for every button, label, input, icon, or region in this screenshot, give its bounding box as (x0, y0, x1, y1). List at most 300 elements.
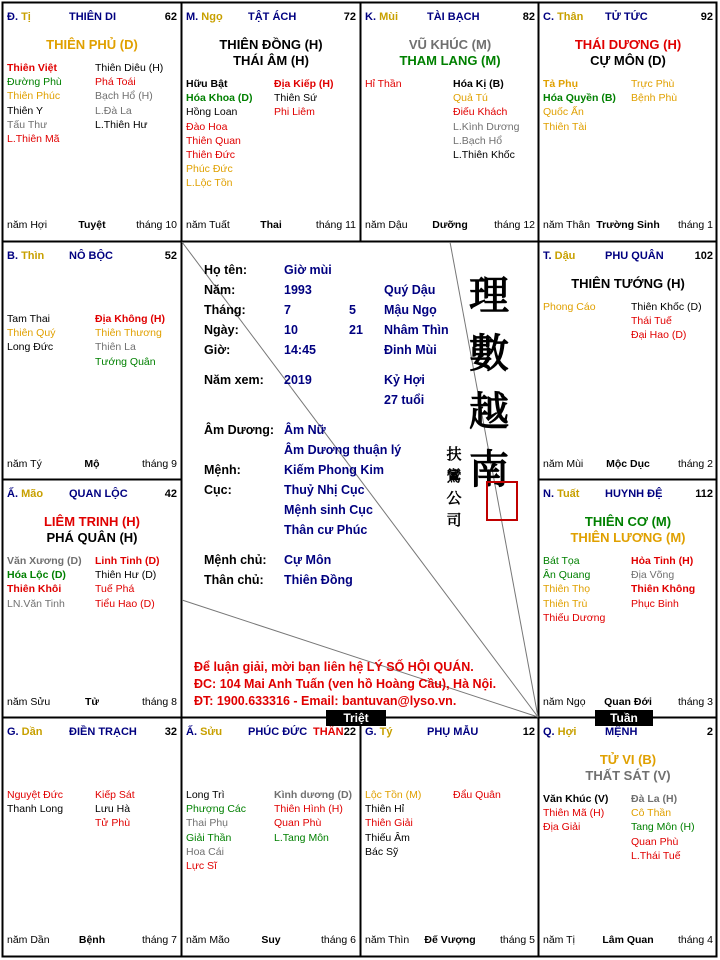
than-chu-label: Thân chủ: (204, 573, 264, 587)
seal-char: 數 (469, 330, 509, 377)
minor-star: Văn Khúc (V) (543, 793, 609, 805)
truong-sinh-stage: Mộc Dục (606, 458, 650, 470)
minor-star: Kình dương (D) (274, 789, 353, 801)
palace-can-chi (7, 726, 42, 738)
main-star: THẤT SÁT (V) (585, 768, 671, 783)
palace-thin (3, 242, 181, 480)
palace-year: năm Dần (7, 934, 50, 946)
stars-left (365, 788, 421, 859)
truong-sinh-stage: Lâm Quan (602, 934, 654, 946)
minor-star: Thiên Thương (95, 327, 162, 340)
palace-chi: Thân (557, 11, 584, 23)
minor-star: Thiên Tài (543, 120, 587, 133)
minor-star: Đường Phù (7, 76, 62, 89)
palace-year: năm Hợi (7, 219, 48, 231)
seal-calligraphy (464, 267, 514, 499)
palace-year: năm Dậu (365, 219, 408, 231)
stars-right (631, 300, 702, 343)
than-cu: Thân cư Phúc (284, 523, 368, 537)
palace-header (365, 11, 535, 27)
minor-star: Nguyệt Đức (7, 789, 64, 801)
minor-star: Long Đức (7, 341, 54, 354)
minor-star: Địa Giải (543, 821, 581, 834)
stars-left (186, 77, 253, 191)
nam-can-chi: Quý Dậu (384, 283, 436, 297)
palace-year: năm Tuất (186, 219, 230, 231)
stars-right (95, 312, 165, 369)
minor-star: Hồng Loan (186, 106, 238, 119)
minor-star: Thiếu Âm (365, 831, 410, 844)
minor-star: Thiên Đức (186, 149, 236, 162)
minor-star: Văn Xương (D) (7, 555, 82, 567)
palace-age: 72 (343, 11, 356, 23)
palace-month: tháng 12 (494, 219, 535, 231)
palace-footer (543, 219, 713, 233)
palace-chi: Tị (21, 11, 31, 23)
seal-char: 越 (469, 388, 509, 435)
minor-star: Hóa Quyền (B) (543, 92, 616, 105)
palace-can-chi (186, 726, 222, 738)
seal-small-char: 司 (446, 511, 462, 529)
minor-star: Phá Toái (95, 76, 136, 89)
minor-star: L.Tang Môn (274, 831, 329, 844)
minor-star: Kiếp Sát (95, 789, 135, 801)
palace-can-chi (7, 11, 31, 23)
palace-name: THIÊN DI (69, 11, 117, 23)
minor-star: L.Thái Tuế (631, 849, 681, 862)
palace-month: tháng 11 (315, 219, 356, 231)
seal-small-char: 扶 (446, 445, 462, 463)
minor-star: Thiên Y (7, 104, 43, 117)
stars-right (274, 788, 352, 845)
minor-star: Hoa Cái (186, 845, 224, 858)
palace-can-chi (543, 250, 575, 262)
seal-small-char: 公 (446, 489, 462, 507)
palace-can: C. (543, 11, 558, 23)
minor-star: Hỉ Thần (365, 78, 402, 90)
ngay-value: 10 (284, 323, 298, 337)
palace-month: tháng 2 (677, 458, 713, 470)
main-stars (539, 752, 717, 784)
palace-name: PHÚC ĐỨC (248, 726, 308, 738)
ngay-can-chi: Nhâm Thìn (384, 323, 449, 337)
minor-star: Bệnh Phù (631, 92, 678, 105)
stars-right (631, 792, 695, 863)
main-stars (539, 37, 717, 69)
main-star: VŨ KHÚC (M) (408, 37, 492, 52)
minor-star: Thiên Quan (186, 134, 241, 147)
minor-star: Hữu Bật (186, 78, 228, 90)
nam-xem-value: 2019 (284, 373, 312, 387)
palace-year: năm Mùi (543, 458, 584, 470)
minor-star: L.Thiên Mã (7, 133, 60, 146)
thang-label: Tháng: (204, 303, 246, 317)
am-duong-label: Âm Dương: (204, 423, 275, 437)
palace-month: tháng 3 (677, 696, 713, 708)
minor-star: Bác Sỹ (365, 845, 399, 858)
minor-star: Hóa Lộc (D) (7, 569, 66, 582)
minor-star: L.Lộc Tồn (186, 177, 233, 190)
minor-star: Tướng Quân (95, 355, 156, 368)
menh-sinh-cuc: Mệnh sinh Cục (284, 503, 373, 517)
palace-month: tháng 4 (677, 934, 713, 946)
palace-header (7, 726, 177, 742)
stars-left (543, 77, 616, 134)
truong-sinh-stage: Bệnh (78, 934, 106, 946)
palace-age: 82 (522, 11, 535, 23)
stars-right (453, 77, 519, 162)
cuc-label: Cục: (204, 483, 232, 497)
minor-star: L.Bạch Hổ (453, 134, 503, 147)
stars-right (631, 77, 677, 105)
triet-marker: Triệt (326, 710, 386, 726)
minor-star: L.Đà La (95, 104, 132, 117)
minor-star: Thiên Thọ (543, 583, 591, 596)
palace-year: năm Thân (543, 219, 591, 231)
stars-right (95, 61, 163, 132)
palace-footer (543, 696, 713, 710)
palace-can: Q. (543, 726, 558, 738)
minor-star: Giải Thần (186, 831, 232, 844)
palace-name: HUYNH ĐỆ (605, 488, 663, 500)
palace-year: năm Sửu (7, 696, 51, 708)
palace-month: tháng 5 (499, 934, 535, 946)
main-star: THIÊN PHỦ (D) (46, 37, 138, 52)
palace-age: 112 (695, 488, 713, 500)
main-stars (361, 37, 539, 69)
minor-star: Thiên Hình (H) (274, 803, 343, 816)
palace-year: năm Tị (543, 934, 575, 946)
palace-age: 2 (706, 726, 713, 738)
palace-can-chi (365, 11, 398, 23)
minor-star: Đào Hoa (186, 120, 228, 133)
palace-chi: Ngọ (201, 11, 223, 23)
palace-chi: Tý (379, 726, 393, 738)
contact-info-line: Để luận giải, mời bạn liên hệ LÝ SỐ HỘI QUÁN. (194, 660, 474, 674)
palace-header (543, 11, 713, 27)
nam-xem-label: Năm xem: (204, 373, 264, 387)
than-marker: THÂN (313, 726, 344, 738)
palace-chi: Hợi (557, 726, 577, 738)
palace-can-chi (543, 11, 583, 23)
minor-star: Ân Quang (543, 569, 591, 582)
palace-chi: Thìn (21, 250, 45, 262)
palace-month: tháng 7 (141, 934, 177, 946)
truong-sinh-stage: Suy (261, 934, 281, 946)
gio-label: Giờ: (204, 343, 231, 357)
menh-chu-label: Mệnh chủ: (204, 553, 267, 567)
palace-footer (365, 934, 535, 948)
main-stars (182, 37, 360, 69)
minor-star: Phục Binh (631, 597, 679, 610)
palace-header (186, 11, 356, 27)
palace-chi: Mão (21, 488, 44, 500)
palace-can: Ấ. (186, 726, 201, 738)
stars-right (95, 788, 135, 831)
palace-mao (3, 480, 181, 718)
minor-star: Tam Thai (7, 313, 50, 325)
minor-star: Tang Môn (H) (631, 821, 695, 834)
palace-age: 102 (694, 250, 713, 262)
minor-star: Thiên Giải (365, 817, 413, 830)
minor-star: Phong Cáo (543, 301, 596, 313)
minor-star: Quan Phù (631, 835, 679, 848)
minor-star: Cô Thần (631, 807, 672, 820)
truong-sinh-stage: Tử (84, 696, 100, 708)
stars-left (543, 554, 605, 625)
nam-xem-can-chi: Kỷ Hợi (384, 373, 425, 387)
palace-can: M. (186, 11, 202, 23)
minor-star: Phúc Đức (186, 163, 233, 176)
palace-can-chi (543, 488, 579, 500)
minor-star: Hóa Kị (B) (453, 78, 504, 90)
main-star: THIÊN TƯỚNG (H) (571, 276, 685, 291)
minor-star: LN.Văn Tinh (7, 597, 65, 610)
minor-star: Thiên Phúc (7, 90, 61, 103)
palace-year: năm Ngọ (543, 696, 586, 708)
truong-sinh-stage: Thai (260, 219, 282, 231)
stars-right (631, 554, 695, 611)
palace-age: 42 (164, 488, 177, 500)
main-star: LIÊM TRINH (H) (43, 514, 141, 529)
menh-value: Kiếm Phong Kim (284, 463, 385, 477)
minor-star: L.Thiên Khốc (453, 149, 515, 162)
palace-footer (543, 458, 713, 472)
minor-star: Long Trì (186, 789, 225, 801)
seal-char: 南 (469, 446, 509, 493)
truong-sinh-stage: Đế Vượng (424, 934, 476, 946)
minor-star: Lộc Tồn (M) (365, 789, 422, 801)
stars-left (543, 792, 608, 835)
palace-tuat (539, 480, 717, 718)
seal-small-char: 鸞 (446, 467, 462, 485)
minor-star: Địa Không (H) (95, 313, 165, 325)
minor-star: Thiên Khốc (D) (631, 301, 702, 313)
main-star: CỰ MÔN (D) (590, 53, 666, 68)
minor-star: Hóa Khoa (D) (186, 92, 253, 105)
minor-star: Phi Liêm (274, 106, 315, 119)
minor-star: Đẩu Quân (453, 789, 501, 801)
stars-left (7, 788, 63, 816)
palace-mui (361, 3, 539, 241)
minor-star: L.Thiên Hư (95, 118, 148, 131)
palace-than (539, 3, 717, 241)
palace-can-chi (186, 11, 223, 23)
ho-ten-label: Họ tên: (204, 263, 248, 277)
palace-name: PHỤ MẪU (427, 726, 479, 738)
palace-footer (7, 934, 177, 948)
thang-am: 5 (349, 303, 356, 317)
palace-year: năm Thìn (365, 934, 410, 946)
minor-star: Đại Hao (D) (631, 329, 687, 342)
palace-header (543, 488, 713, 504)
am-duong-value: Âm Nữ (284, 423, 326, 437)
palace-can: Ấ. (7, 488, 22, 500)
palace-name: TỬ TỨC (605, 11, 648, 23)
palace-chi: Mùi (379, 11, 399, 23)
palace-can-chi (365, 726, 393, 738)
minor-star: Lưu Hà (95, 803, 131, 816)
truong-sinh-stage: Trường Sinh (596, 219, 660, 231)
nam-value: 1993 (284, 283, 312, 297)
tuoi-value: 27 tuổi (384, 393, 425, 407)
cuc-value: Thuỷ Nhị Cục (284, 483, 365, 497)
minor-star: Phượng Các (186, 803, 247, 816)
minor-star: Thiên Mã (H) (543, 807, 605, 820)
minor-star: Quả Tú (453, 92, 488, 105)
minor-star: Thiên Hỉ (365, 803, 405, 816)
palace-footer (7, 696, 177, 710)
minor-star: Thiếu Dương (543, 611, 606, 624)
minor-star: L.Kình Dương (453, 120, 520, 133)
palace-can-chi (7, 250, 44, 262)
palace-name: QUAN LỘC (69, 488, 128, 500)
palace-chi: Dậu (554, 250, 576, 262)
palace-chi: Dần (21, 726, 43, 738)
palace-name: MỆNH (605, 726, 638, 738)
main-star: TỬ VI (B) (599, 752, 657, 767)
palace-header (543, 250, 713, 266)
ho-ten-value: Giờ mùi (284, 263, 332, 277)
main-star: THAM LANG (M) (399, 53, 501, 68)
minor-star: Thái Tuế (631, 315, 672, 328)
palace-can: G. (365, 726, 380, 738)
stars-right (95, 554, 160, 611)
palace-month: tháng 10 (136, 219, 177, 231)
address-line: ĐC: 104 Mai Anh Tuấn (ven hồ Hoàng Cầu), Hà Nội. (194, 677, 497, 691)
than-chu-value: Thiên Đồng (284, 573, 353, 587)
stars-left (7, 312, 55, 355)
stars-right (274, 77, 334, 120)
red-seal-stamp (486, 481, 518, 521)
minor-star: Quốc Ấn (543, 106, 584, 119)
tuan-marker: Tuần (595, 710, 653, 726)
palace-header (7, 11, 177, 27)
gio-value: 14:45 (284, 343, 316, 357)
truong-sinh-stage: Dưỡng (432, 219, 468, 231)
main-stars (539, 276, 717, 292)
minor-star: Tuế Phá (95, 583, 135, 596)
minor-star: Lực Sĩ (186, 860, 217, 873)
palace-age: 52 (164, 250, 177, 262)
minor-star: Quan Phù (274, 817, 322, 830)
seal-small-text (444, 443, 464, 531)
minor-star: Thiên Trù (543, 597, 588, 610)
minor-star: Thiên Việt (7, 62, 57, 74)
palace-month: tháng 9 (141, 458, 177, 470)
main-stars (3, 37, 181, 53)
minor-star: Điếu Khách (453, 106, 508, 119)
palace-age: 62 (164, 11, 177, 23)
minor-star: Thiên Sứ (274, 92, 318, 105)
palace-can-chi (7, 488, 43, 500)
minor-star: Bát Tọa (543, 555, 580, 567)
palace-ti (3, 3, 181, 241)
main-star: THIÊN LƯƠNG (M) (570, 530, 686, 545)
minor-star: Thiên La (95, 341, 136, 354)
palace-footer (7, 219, 177, 233)
stars-left (365, 77, 402, 91)
palace-age: 22 (343, 726, 356, 738)
palace-can: T. (543, 250, 555, 262)
palace-ngo (182, 3, 360, 241)
minor-star: Thiên Hư (D) (95, 569, 157, 582)
stars-right (453, 788, 501, 802)
main-star: THIÊN CƠ (M) (584, 514, 672, 529)
palace-can: G. (7, 726, 22, 738)
minor-star: Tử Phù (95, 817, 131, 830)
palace-suu (182, 718, 360, 956)
minor-star: Bạch Hổ (H) (95, 90, 153, 103)
minor-star: Tiểu Hao (D) (95, 597, 155, 610)
thang-value: 7 (284, 303, 291, 317)
minor-star: Thiên Diêu (H) (95, 62, 164, 74)
minor-star: Thanh Long (7, 803, 64, 816)
palace-footer (543, 934, 713, 948)
palace-footer (365, 219, 535, 233)
palace-header (543, 726, 713, 742)
palace-month: tháng 8 (141, 696, 177, 708)
gio-can-chi: Đinh Mùi (384, 343, 437, 357)
palace-ty (361, 718, 539, 956)
palace-chi: Sửu (200, 726, 223, 738)
minor-star: Trực Phù (631, 78, 675, 90)
palace-year: năm Tý (7, 458, 42, 470)
palace-can: B. (7, 250, 22, 262)
minor-star: Địa Võng (631, 569, 675, 582)
palace-footer (186, 219, 356, 233)
truong-sinh-stage: Quan Đới (604, 696, 652, 708)
palace-chi: Tuất (557, 488, 580, 500)
center-info-panel (182, 243, 538, 717)
minor-star: Thiên Không (631, 583, 696, 596)
main-star: THIÊN ĐỒNG (H) (219, 37, 323, 52)
am-duong-ly: Âm Dương thuận lý (284, 443, 402, 457)
palace-can: K. (365, 11, 380, 23)
stars-left (7, 61, 62, 146)
palace-header (7, 488, 177, 504)
palace-age: 92 (700, 11, 713, 23)
palace-footer (186, 934, 356, 948)
main-star: THÁI DƯƠNG (H) (574, 37, 682, 52)
palace-year: năm Mão (186, 934, 230, 946)
nam-label: Năm: (204, 283, 236, 297)
minor-star: Tấu Thư (7, 118, 48, 131)
minor-star: Tả Phụ (543, 78, 579, 90)
minor-star: Thai Phụ (186, 817, 229, 830)
thang-can-chi: Mậu Ngọ (384, 303, 437, 317)
palace-dau (539, 242, 717, 480)
palace-name: TẬT ÁCH (248, 11, 297, 23)
truong-sinh-stage: Mộ (84, 458, 100, 470)
palace-name: PHU QUÂN (605, 250, 664, 262)
seal-char: 理 (469, 272, 509, 319)
stars-left (543, 300, 596, 314)
stars-left (7, 554, 82, 611)
ngay-label: Ngày: (204, 323, 239, 337)
minor-star: Hỏa Tinh (H) (631, 555, 694, 567)
palace-can: Đ. (7, 11, 22, 23)
palace-header (365, 726, 535, 742)
palace-hoi (539, 718, 717, 956)
main-stars (3, 514, 181, 546)
palace-can-chi (543, 726, 577, 738)
minor-star: Thiên Quý (7, 327, 56, 340)
palace-can: N. (543, 488, 558, 500)
menh-chu-value: Cự Môn (284, 553, 332, 567)
palace-footer (7, 458, 177, 472)
main-star: PHÁ QUÂN (H) (46, 530, 138, 545)
